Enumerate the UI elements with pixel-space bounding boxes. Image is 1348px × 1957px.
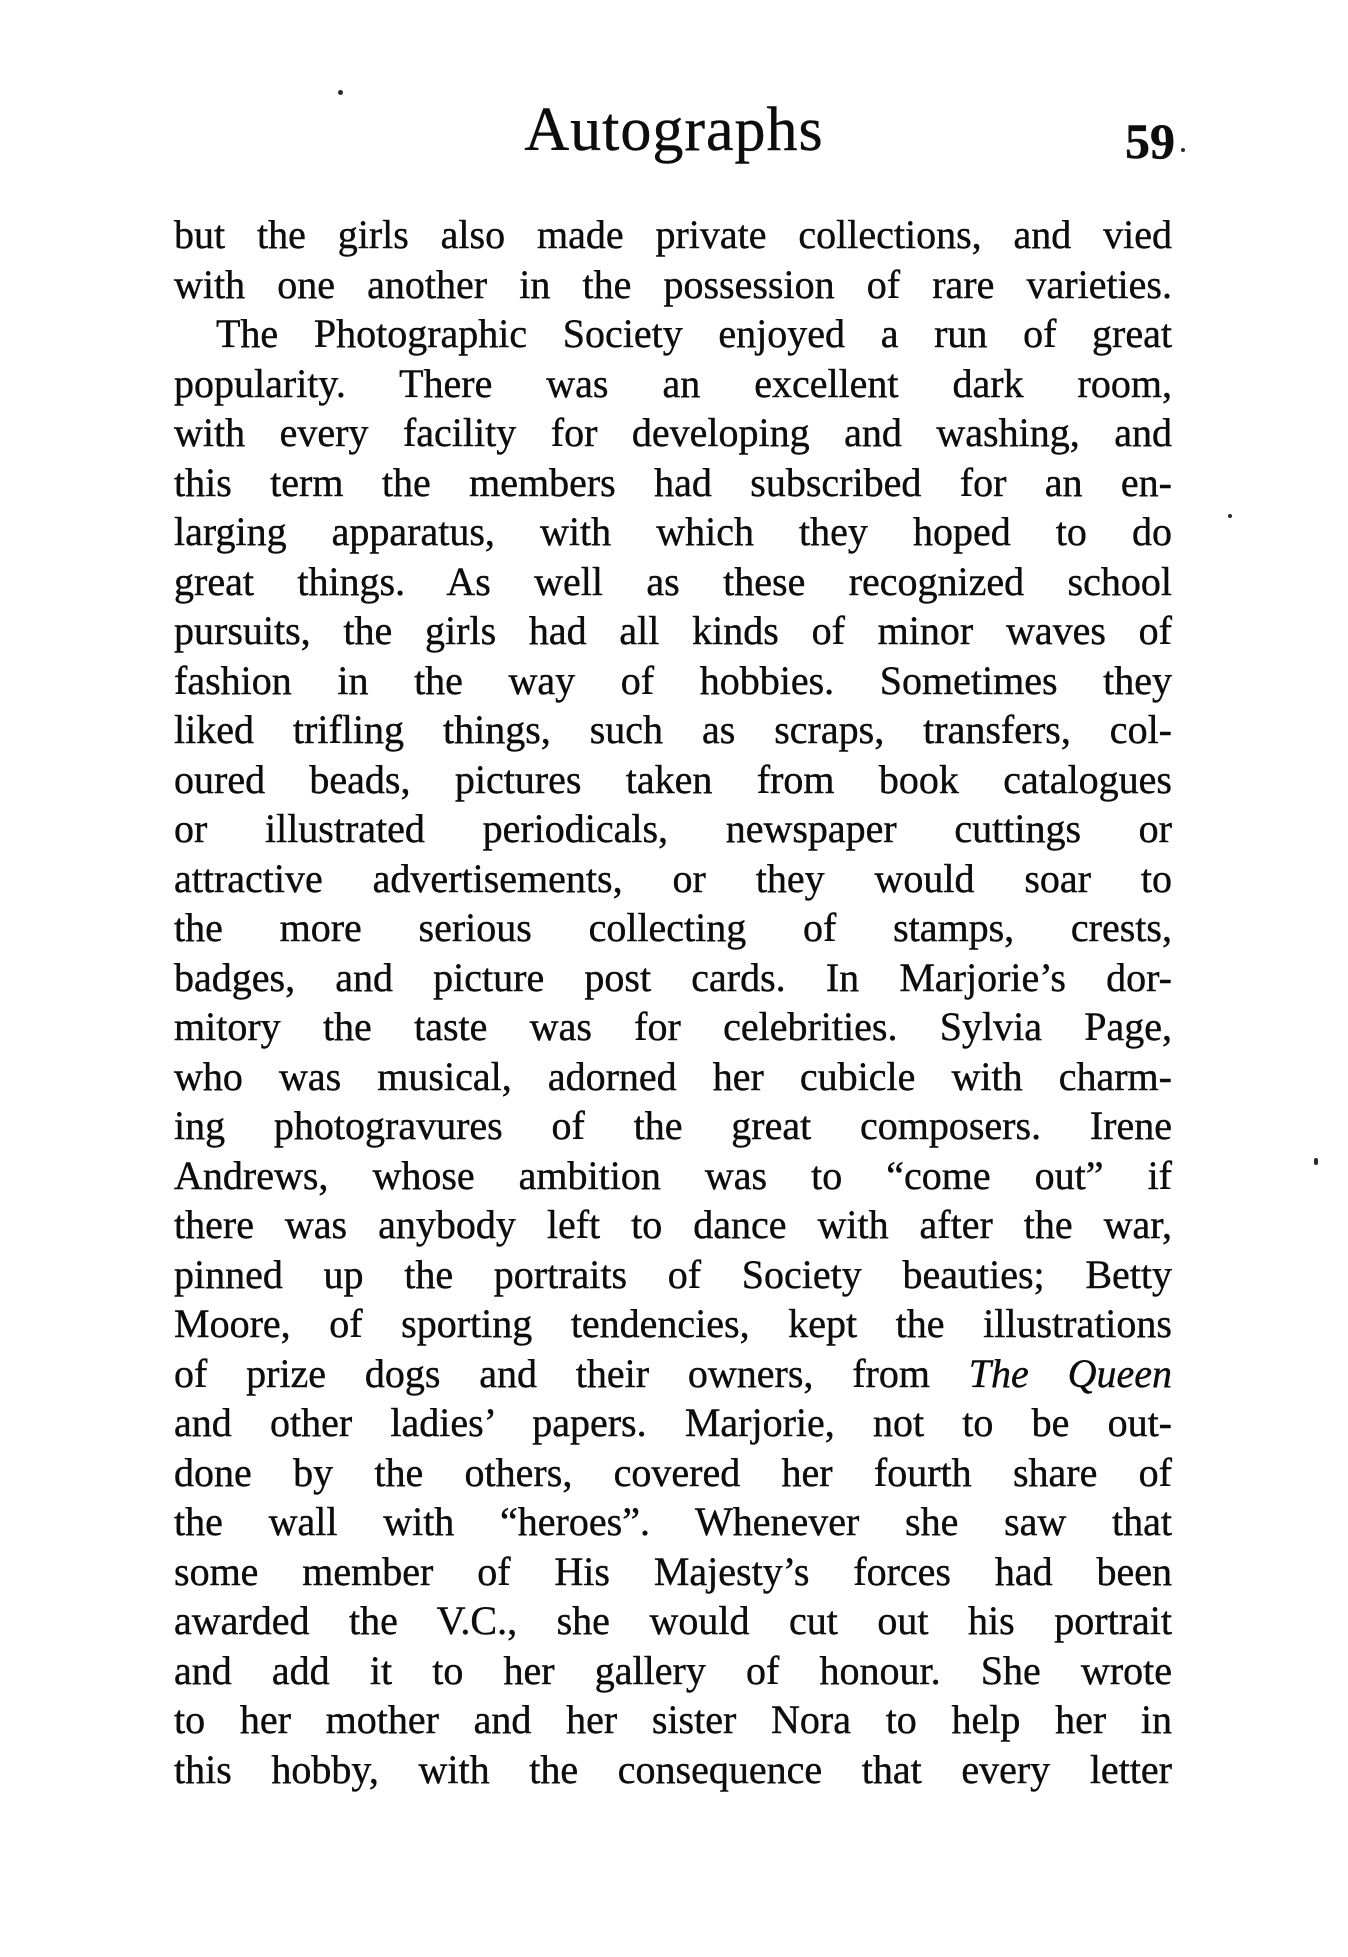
text-line: the wall with “heroes”. Whenever she saw that (174, 1499, 1172, 1544)
text-line: and add it to her gallery of honour. She wrote (174, 1647, 1172, 1693)
text-line: ing photogravures of the great composers. Irene (174, 1103, 1172, 1148)
scan-speck (1228, 514, 1232, 518)
text-line: mitory the taste was for celebrities. Sylvia Page, (174, 1004, 1172, 1049)
page-body-text (174, 210, 1172, 1794)
text-line: liked trifling things, such as scraps, transfers, col- (174, 707, 1172, 752)
text-line: popularity. There was an excellent dark room, (174, 360, 1172, 406)
text-line: who was musical, adorned her cubicle with charm- (174, 1053, 1172, 1099)
text-line: but the girls also made private collections, and vied (174, 212, 1172, 257)
text-line: with every facility for developing and washing, and (174, 410, 1172, 455)
text-line: The Photographic Society enjoyed a run of great (216, 311, 1172, 356)
text-line: there was anybody left to dance with after the war, (174, 1202, 1172, 1247)
text-line: Andrews, whose ambition was to “come out” if (174, 1152, 1172, 1198)
text-line (174, 1349, 1172, 1399)
text-line: fashion in the way of hobbies. Sometimes they (174, 657, 1172, 703)
text-line: badges, and picture post cards. In Marjorie’s dor- (174, 954, 1172, 1000)
text-line: to her mother and her sister Nora to help her in (174, 1697, 1172, 1742)
scan-speck (1314, 1158, 1318, 1165)
text-line: oured beads, pictures taken from book catalogues (174, 756, 1172, 802)
text-line: with one another in the possession of rare varieties. (174, 261, 1172, 307)
text-line: Moore, of sporting tendencies, kept the illustrations (174, 1301, 1172, 1346)
text-segment: of prize dogs and their owners, from (174, 1350, 969, 1396)
text-line: great things. As well as these recognized school (174, 558, 1172, 604)
text-line: and other ladies’ papers. Marjorie, not to be out- (174, 1400, 1172, 1445)
text-line: awarded the V.C., she would cut out his portrait (174, 1598, 1172, 1643)
text-line: larging apparatus, with which they hoped to do (174, 509, 1172, 554)
text-line: pinned up the portraits of Society beauties; Betty (174, 1251, 1172, 1297)
text-line: the more serious collecting of stamps, crests, (174, 905, 1172, 950)
text-line: pursuits, the girls had all kinds of minor waves of (174, 608, 1172, 653)
text-line: or illustrated periodicals, newspaper cuttings or (174, 806, 1172, 851)
text-line: this hobby, with the consequence that every letter (174, 1746, 1172, 1792)
text-line: this term the members had subscribed for an en- (174, 459, 1172, 505)
italic-text-segment: The Queen (968, 1350, 1172, 1396)
scan-speck (338, 90, 343, 95)
text-line: attractive advertisements, or they would soar to (174, 855, 1172, 901)
text-line: some member of His Majesty’s forces had been (174, 1548, 1172, 1594)
text-line: done by the others, covered her fourth share of (174, 1449, 1172, 1495)
scan-speck (1181, 148, 1185, 152)
page-title: Autographs (524, 96, 824, 164)
page-number: 59 (1125, 113, 1175, 169)
